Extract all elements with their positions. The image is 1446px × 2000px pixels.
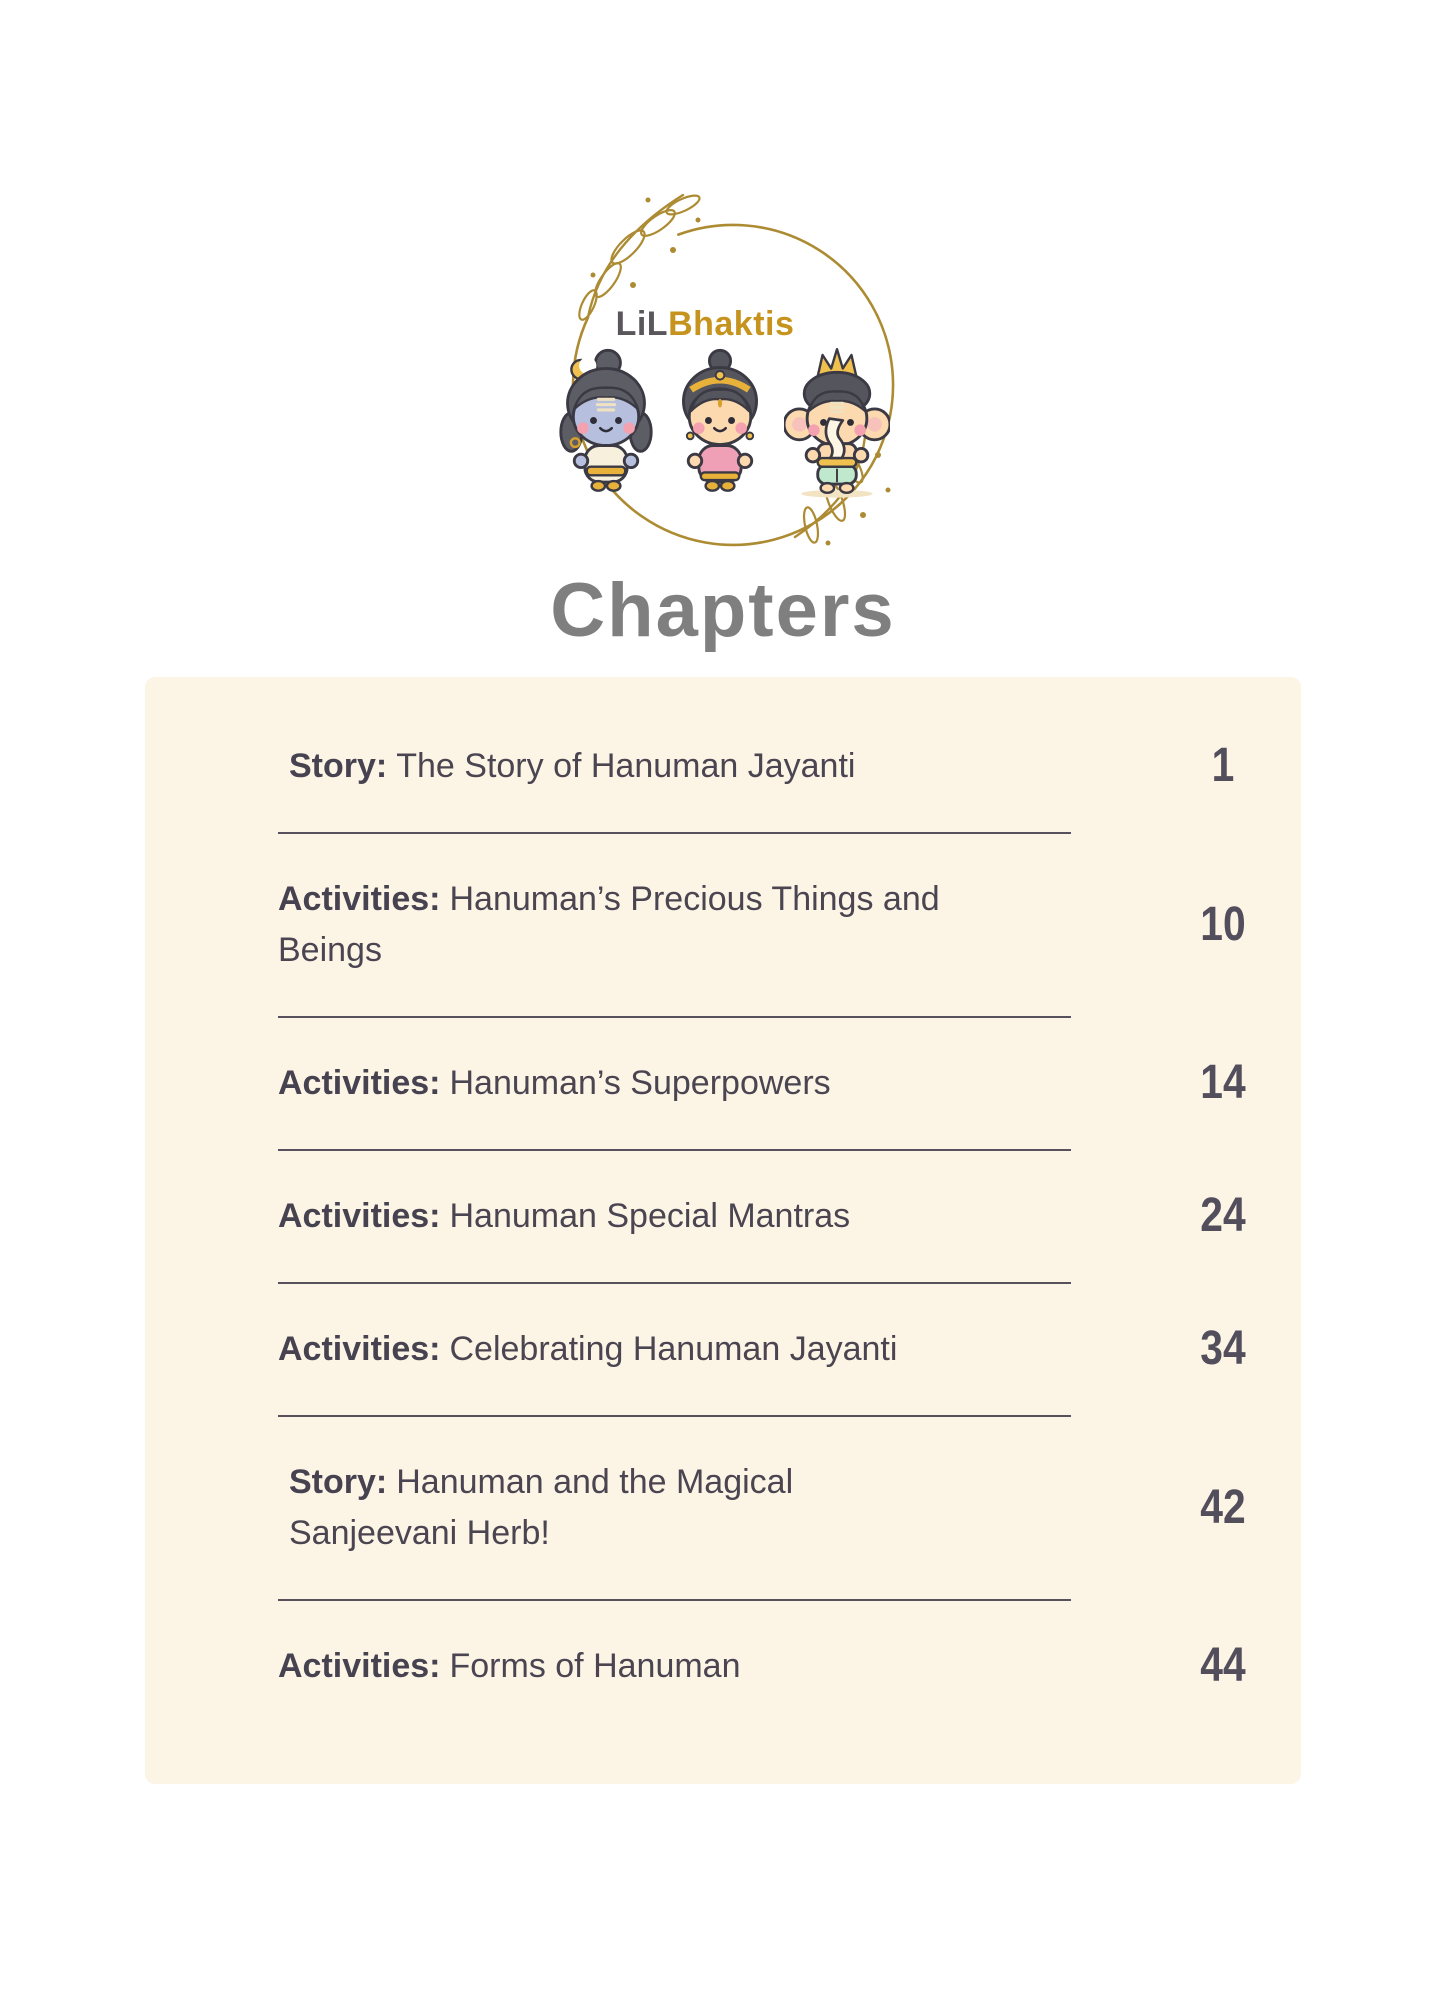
lilbhaktis-logo [533, 185, 913, 553]
toc-row [278, 1018, 1279, 1149]
toc-entry-text [278, 1324, 1167, 1375]
toc-entry-text [278, 874, 1167, 976]
toc-entry-title: Hanuman and the Magical [396, 1462, 794, 1501]
toc-entry-label: Story: [289, 1462, 388, 1501]
toc-list [278, 701, 1279, 1732]
toc-entry-label: Activities: [278, 1196, 441, 1235]
toc-entry-text [278, 1191, 1167, 1242]
toc-page-number: 44 [1200, 1639, 1246, 1693]
toc-entry-title: Hanuman Special Mantras [449, 1196, 851, 1235]
toc-row [278, 701, 1279, 832]
toc-entry-text [278, 1457, 1167, 1559]
parvati-character-icon [670, 343, 770, 498]
page-title: Chapters [550, 568, 896, 653]
toc-entry-label: Activities: [278, 1646, 441, 1685]
chapters-card [145, 677, 1301, 1784]
toc-entry-title: Forms of Hanuman [449, 1646, 741, 1685]
toc-page-number: 1 [1211, 739, 1235, 793]
toc-entry [278, 1641, 1167, 1692]
toc-entry-text [278, 741, 1167, 792]
toc-entry [278, 874, 1167, 976]
deity-characters [556, 343, 890, 498]
toc-entry-title: Celebrating Hanuman Jayanti [449, 1329, 898, 1368]
toc-page-number: 42 [1200, 1480, 1246, 1534]
toc-page-number: 10 [1200, 897, 1246, 951]
toc-entry-label: Activities: [278, 879, 441, 918]
shiva-character-icon [556, 343, 656, 498]
brand-wordmark [515, 305, 895, 344]
brand-bhaktis-text: Bhaktis [668, 305, 795, 343]
toc-row [278, 1151, 1279, 1282]
toc-entry-title: Hanuman’s Superpowers [449, 1063, 831, 1102]
toc-entry [278, 1191, 1167, 1242]
toc-entry-title: Hanuman’s Precious Things and [449, 879, 940, 918]
toc-entry [278, 1324, 1167, 1375]
toc-entry-text [278, 1058, 1167, 1109]
toc-entry-text [278, 1641, 1167, 1692]
toc-entry-title-line2: Beings [278, 930, 382, 969]
toc-entry-label: Activities: [278, 1063, 441, 1102]
ganesha-character-icon [784, 343, 890, 498]
toc-row [278, 1601, 1279, 1732]
toc-page-number: 14 [1200, 1056, 1246, 1110]
toc-entry [278, 741, 1167, 792]
toc-entry [278, 1058, 1167, 1109]
toc-entry-title-line2: Sanjeevani Herb! [289, 1513, 550, 1552]
toc-entry [278, 1457, 1167, 1559]
toc-entry-label: Activities: [278, 1329, 441, 1368]
toc-page-number: 24 [1200, 1189, 1246, 1243]
toc-row [278, 834, 1279, 1016]
toc-entry-label: Story: [289, 746, 388, 785]
toc-row [278, 1284, 1279, 1415]
toc-row [278, 1417, 1279, 1599]
toc-entry-title: The Story of Hanuman Jayanti [396, 746, 856, 785]
toc-page-number: 34 [1200, 1322, 1246, 1376]
brand-lil-text: LiL [615, 305, 669, 343]
